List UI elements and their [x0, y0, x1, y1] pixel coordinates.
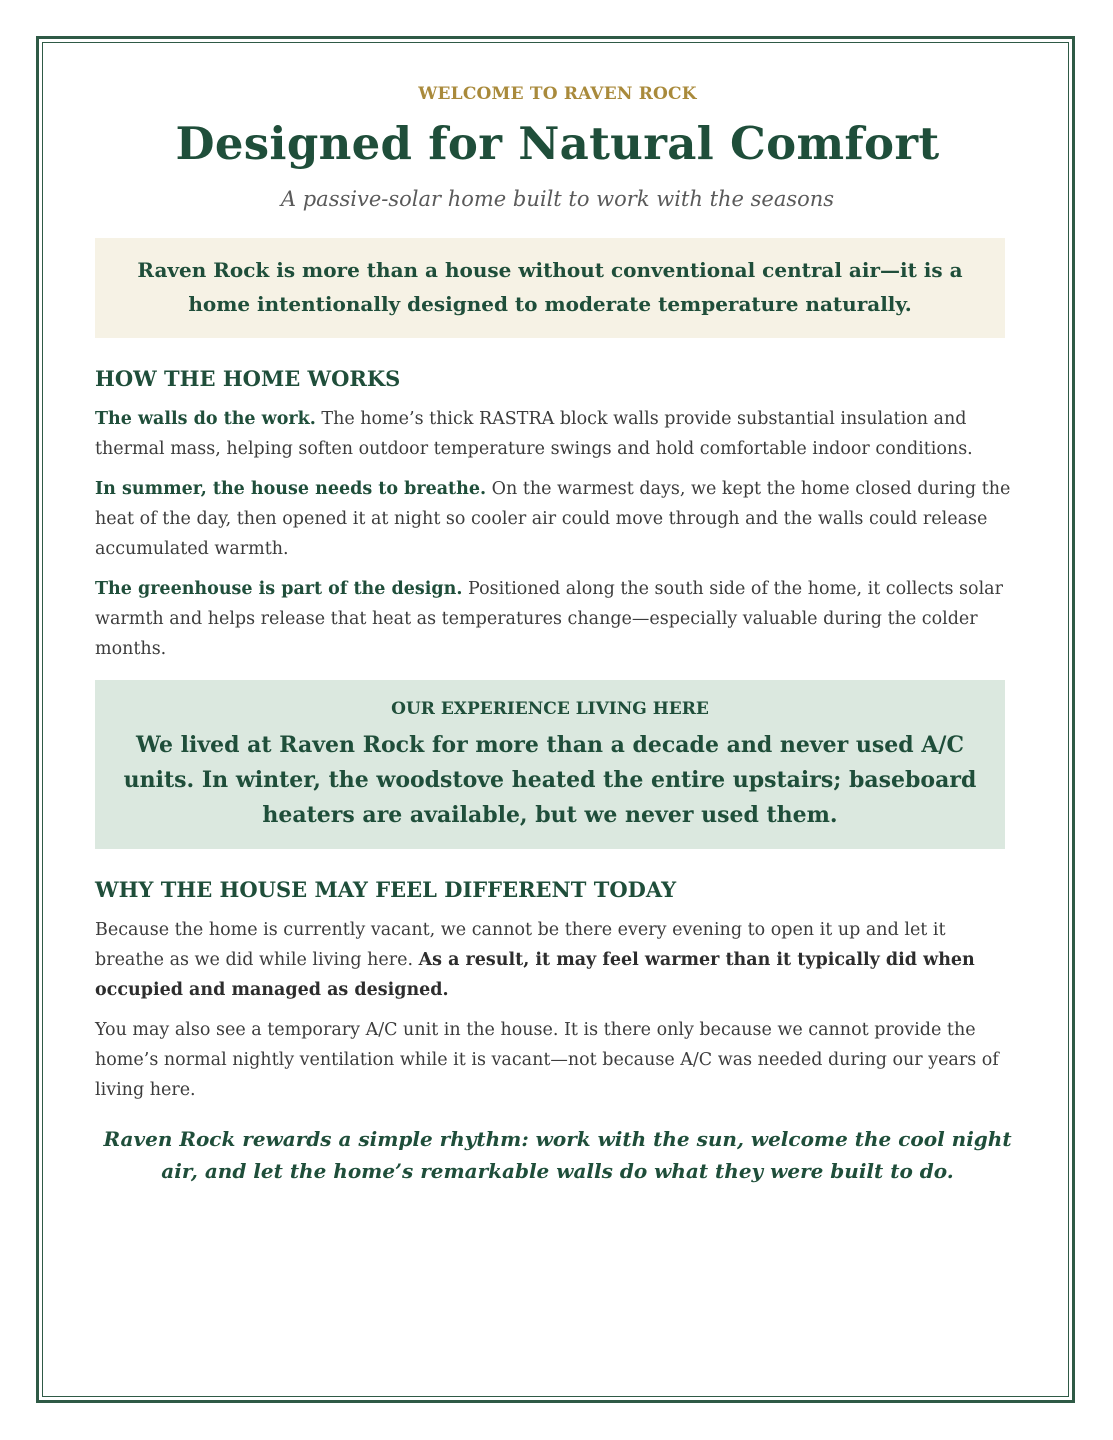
paragraph-emphasis: As a result, it may feel warmer than it typically did when occupied and managed as designed. — [95, 950, 975, 1000]
section-heading-why-different: WHY THE HOUSE MAY FEEL DIFFERENT TODAY — [95, 877, 677, 902]
page-title: Designed for Natural Comfort — [175, 117, 940, 170]
paragraph-summer — [95, 474, 1020, 564]
intro-callout-text: Raven Rock is more than a house without conventional central air—it is a home intentionally designed to moderate temperature naturally. — [137, 258, 963, 316]
eyebrow-label: WELCOME TO RAVEN ROCK — [418, 84, 697, 104]
paragraph-text: Because the home is currently vacant, we cannot be there every evening to open it up and let it breathe as we did while living here. — [95, 920, 946, 970]
paragraph-walls — [95, 404, 1020, 464]
experience-callout-label: OUR EXPERIENCE LIVING HERE — [391, 699, 709, 719]
intro-callout — [95, 238, 1005, 338]
paragraph-text: You may also see a temporary A/C unit in the house. It is there only because we cannot provide the home’s normal nightly ventilation while it is vacant—not because A/C was needed during our years of living here. — [95, 1020, 999, 1100]
page-subtitle: A passive-solar home built to work with the seasons — [280, 187, 835, 211]
closing-statement: Raven Rock rewards a simple rhythm: work with the sun, welcome the cool night air, and let the home’s remarkable walls do what they were built to do. — [103, 1127, 1012, 1183]
paragraph-text: On the warmest days, we kept the home closed during the heat of the day, then opened it at night so cooler air could move through and the walls could release accumulated warmth. — [95, 479, 1011, 559]
paragraph-text: The home’s thick RASTRA block walls provide substantial insulation and thermal mass, helping soften outdoor temperature swings and hold comfortable indoor conditions. — [95, 409, 973, 459]
paragraph-lead: The greenhouse is part of the design. — [95, 579, 463, 599]
experience-callout — [95, 680, 1005, 849]
paragraph-lead: The walls do the work. — [95, 409, 316, 429]
section-heading-how-it-works: HOW THE HOME WORKS — [95, 366, 401, 391]
paragraph-greenhouse — [95, 574, 1020, 664]
experience-callout-body: We lived at Raven Rock for more than a decade and never used A/C units. In winter, the woodstove heated the entire upstairs; baseboard heaters are available, but we never used them. — [123, 732, 977, 828]
paragraph-lead: In summer, the house needs to breathe. — [95, 479, 487, 499]
paragraph-text: Positioned along the south side of the home, it collects solar warmth and helps release that heat as temperatures change—especially valuable during the colder months. — [95, 579, 1003, 659]
paragraph-vacant — [95, 915, 1020, 1005]
document-content — [95, 80, 1020, 1187]
paragraph-temporary-ac — [95, 1015, 1020, 1105]
